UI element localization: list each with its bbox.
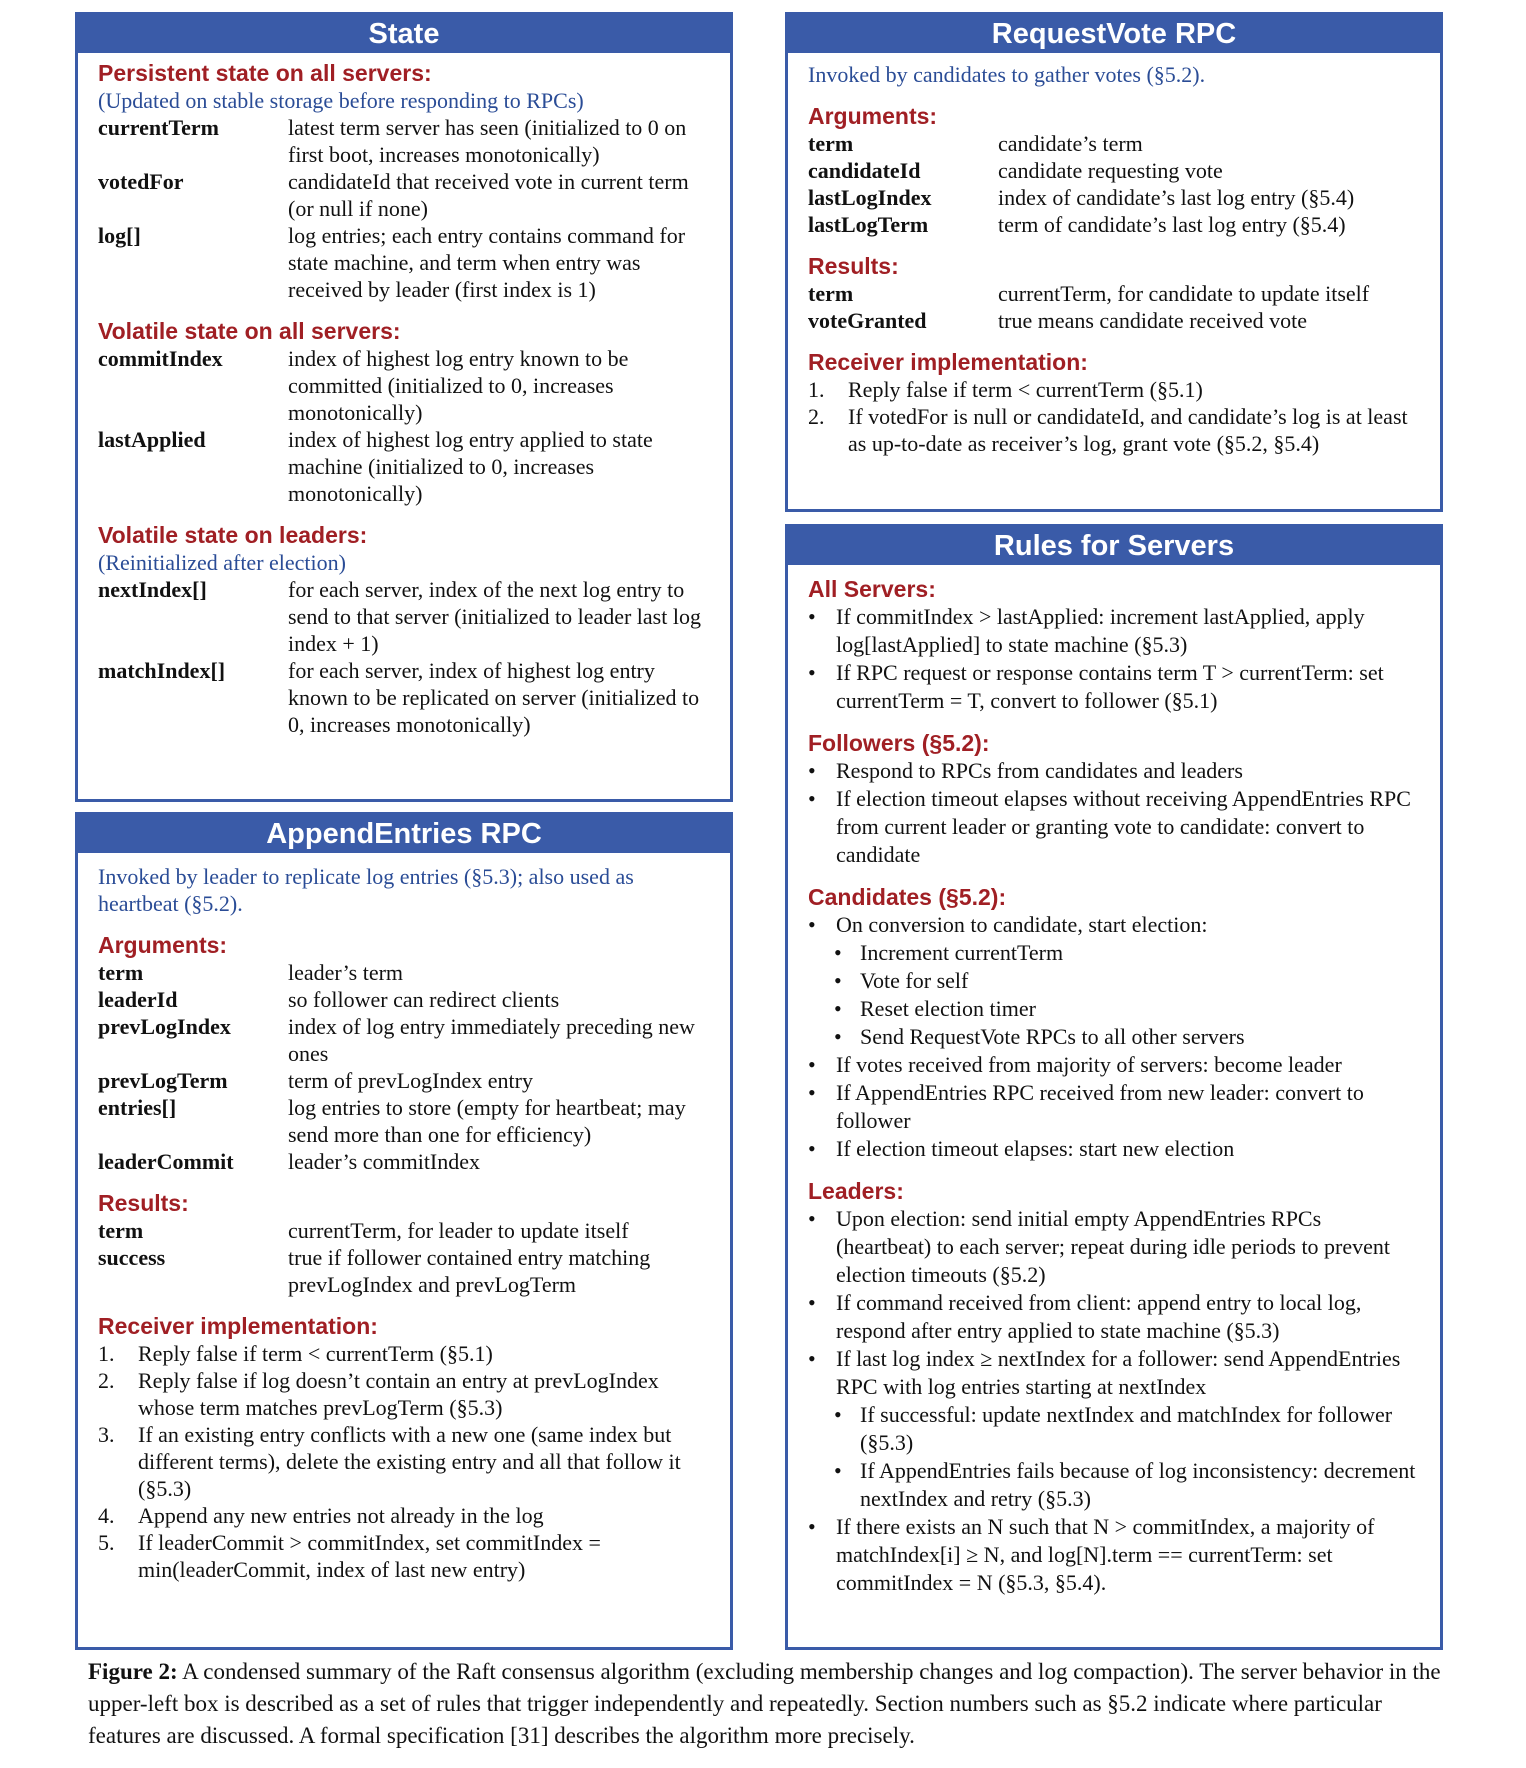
field-description: index of log entry immediately preceding new ones [288, 1014, 695, 1066]
field-row [98, 1013, 710, 1067]
bullet-item [808, 911, 1420, 939]
bullet-icon: • [808, 604, 816, 629]
field-row [808, 130, 1420, 157]
item-number: 2. [808, 404, 825, 429]
field-name: currentTerm [98, 115, 219, 140]
bullet-item [808, 1345, 1420, 1401]
bullet-text: If commitIndex > lastApplied: increment lastApplied, apply log[lastApplied] to state machine (§5.3) [836, 604, 1365, 657]
rules-title: Rules for Servers [788, 527, 1440, 565]
field-row [808, 280, 1420, 307]
item-number: 2. [98, 1368, 115, 1393]
field-name: voteGranted [808, 308, 927, 333]
persistent-list [98, 114, 710, 303]
sub-bullet-item [808, 1457, 1420, 1513]
bullet-item [808, 603, 1420, 659]
field-name: term [808, 281, 854, 306]
append-entries-box [75, 812, 733, 1650]
bullet-text: If successful: update nextIndex and matchIndex for follower (§5.3) [860, 1402, 1393, 1455]
bullet-text: If AppendEntries fails because of log inconsistency: decrement nextIndex and retry (§5.3) [860, 1458, 1416, 1511]
figure-caption-text: A condensed summary of the Raft consensus algorithm (excluding membership changes and log compaction). The server behavior in the upper-left box is described as a set of rules that trigger independently and repeatedly. Section numbers such as §5.2 indicate where particular features are discussed. A formal specification [31] describes the algorithm more precisely. [88, 1659, 1441, 1748]
field-description: leader’s term [288, 960, 404, 985]
sub-bullet-item [808, 967, 1420, 995]
volatile-leaders-list [98, 576, 710, 738]
bullet-text: Vote for self [860, 968, 969, 993]
bullet-text: If RPC request or response contains term T > currentTerm: set currentTerm = T, convert to follower (§5.1) [836, 660, 1384, 713]
field-name: commitIndex [98, 346, 223, 371]
item-text: Reply false if log doesn’t contain an entry at prevLogIndex whose term matches prevLogTerm (§5.3) [138, 1368, 659, 1420]
all-servers-heading: All Servers: [808, 576, 936, 602]
candidates-heading: Candidates (§5.2): [808, 884, 1007, 910]
bullet-text: Reset election timer [860, 996, 1036, 1021]
state-box [75, 12, 733, 802]
field-name: log[] [98, 223, 141, 248]
bullet-icon: • [834, 996, 842, 1021]
item-number: 1. [808, 377, 825, 402]
bullet-text: On conversion to candidate, start election: [836, 912, 1208, 937]
field-description: leader’s commitIndex [288, 1149, 481, 1174]
sub-bullet-item [808, 1023, 1420, 1051]
bullet-icon: • [834, 940, 842, 965]
field-description: term of prevLogIndex entry [288, 1068, 533, 1093]
request-vote-box [785, 12, 1443, 512]
item-number: 5. [98, 1530, 115, 1555]
field-row [98, 1094, 710, 1148]
field-description: term of candidate’s last log entry (§5.4) [998, 212, 1346, 237]
vote-results-list [808, 280, 1420, 334]
persistent-heading: Persistent state on all servers: [98, 60, 432, 86]
bullet-icon: • [808, 758, 816, 783]
field-row [808, 184, 1420, 211]
figure-caption [88, 1656, 1458, 1752]
field-name: success [98, 1245, 166, 1270]
followers-list [808, 757, 1420, 869]
field-description: currentTerm, for candidate to update itself [998, 281, 1370, 306]
field-name: candidateId [808, 158, 921, 183]
bullet-icon: • [834, 1458, 842, 1483]
sub-bullet-item [808, 1401, 1420, 1457]
state-title: State [78, 15, 730, 53]
append-receiver-list [98, 1340, 710, 1583]
all-servers-list [808, 603, 1420, 715]
field-description: for each server, index of the next log entry to send to that server (initialized to leader last log index + 1) [288, 577, 701, 656]
item-number: 1. [98, 1341, 115, 1366]
vote-results-heading: Results: [808, 253, 899, 279]
append-entries-title: AppendEntries RPC [78, 815, 730, 853]
volatile-all-heading: Volatile state on all servers: [98, 318, 401, 344]
bullet-icon: • [808, 786, 816, 811]
bullet-text: Respond to RPCs from candidates and leaders [836, 758, 1243, 783]
field-name: lastLogTerm [808, 212, 929, 237]
volatile-leaders-heading: Volatile state on leaders: [98, 522, 368, 548]
field-row [98, 986, 710, 1013]
bullet-icon: • [808, 1346, 816, 1371]
field-row [98, 657, 710, 738]
append-arguments-list [98, 959, 710, 1175]
numbered-item [808, 403, 1420, 457]
field-description: currentTerm, for leader to update itself [288, 1218, 629, 1243]
bullet-text: If last log index ≥ nextIndex for a follower: send AppendEntries RPC with log entries starting at nextIndex [836, 1346, 1401, 1399]
field-name: lastLogIndex [808, 185, 932, 210]
append-receiver-heading: Receiver implementation: [98, 1313, 378, 1339]
append-arguments-heading: Arguments: [98, 932, 228, 958]
field-row [808, 307, 1420, 334]
volatile-leaders-note: (Reinitialized after election) [98, 550, 346, 575]
field-name: term [98, 960, 144, 985]
field-description: index of highest log entry applied to state machine (initialized to 0, increases monotonically) [288, 427, 653, 506]
bullet-item [808, 757, 1420, 785]
bullet-item [808, 1205, 1420, 1289]
field-name: lastApplied [98, 427, 206, 452]
field-name: matchIndex[] [98, 658, 226, 683]
field-row [98, 1067, 710, 1094]
numbered-item [98, 1340, 710, 1367]
field-row [98, 222, 710, 303]
item-number: 3. [98, 1422, 115, 1447]
bullet-icon: • [834, 1402, 842, 1427]
bullet-text: If election timeout elapses without receiving AppendEntries RPC from current leader or granting vote to candidate: convert to candidate [836, 786, 1411, 867]
bullet-item [808, 659, 1420, 715]
field-description: candidate requesting vote [998, 158, 1223, 183]
field-description: log entries; each entry contains command for state machine, and term when entry was received by leader (first index is 1) [288, 223, 686, 302]
field-row [98, 1148, 710, 1175]
field-description: so follower can redirect clients [288, 987, 560, 1012]
append-results-heading: Results: [98, 1190, 189, 1216]
field-description: true means candidate received vote [998, 308, 1308, 333]
vote-arguments-list [808, 130, 1420, 238]
bullet-icon: • [834, 1024, 842, 1049]
persistent-note: (Updated on stable storage before responding to RPCs) [98, 88, 584, 113]
bullet-icon: • [808, 1290, 816, 1315]
append-entries-intro: Invoked by leader to replicate log entries (§5.3); also used as heartbeat (§5.2). [98, 864, 634, 916]
sub-bullet-item [808, 995, 1420, 1023]
volatile-all-list [98, 345, 710, 507]
field-row [808, 211, 1420, 238]
rules-box [785, 524, 1443, 1650]
field-row [98, 1244, 710, 1298]
bullet-icon: • [808, 1052, 816, 1077]
field-row [98, 426, 710, 507]
field-name: votedFor [98, 169, 184, 194]
bullet-icon: • [808, 660, 816, 685]
figure-label: Figure 2: [88, 1659, 178, 1684]
field-name: term [98, 1218, 144, 1243]
field-description: true if follower contained entry matching prevLogIndex and prevLogTerm [288, 1245, 651, 1297]
request-vote-title: RequestVote RPC [788, 15, 1440, 53]
bullet-item [808, 1135, 1420, 1163]
field-description: index of highest log entry known to be committed (initialized to 0, increases monotonically) [288, 346, 629, 425]
field-row [98, 959, 710, 986]
bullet-text: If there exists an N such that N > commitIndex, a majority of matchIndex[i] ≥ N, and log[N].term == currentTerm: set commitIndex = N (§5.3, §5.4). [836, 1514, 1375, 1595]
bullet-item [808, 1051, 1420, 1079]
sub-bullet-item [808, 939, 1420, 967]
field-name: prevLogIndex [98, 1014, 231, 1039]
item-text: Reply false if term < currentTerm (§5.1) [848, 377, 1203, 402]
request-vote-intro: Invoked by candidates to gather votes (§5.2). [808, 62, 1206, 87]
vote-arguments-heading: Arguments: [808, 103, 938, 129]
field-row [98, 345, 710, 426]
field-description: for each server, index of highest log entry known to be replicated on server (initialized to 0, increases monotonically) [288, 658, 700, 737]
bullet-icon: • [808, 1136, 816, 1161]
bullet-text: If command received from client: append entry to local log, respond after entry applied to state machine (§5.3) [836, 1290, 1362, 1343]
bullet-item [808, 1079, 1420, 1135]
bullet-text: If AppendEntries RPC received from new leader: convert to follower [836, 1080, 1364, 1133]
numbered-item [98, 1421, 710, 1502]
numbered-item [98, 1367, 710, 1421]
item-text: Reply false if term < currentTerm (§5.1) [138, 1341, 493, 1366]
field-name: entries[] [98, 1095, 177, 1120]
bullet-text: Send RequestVote RPCs to all other servers [860, 1024, 1245, 1049]
field-row [98, 168, 710, 222]
field-name: leaderId [98, 987, 178, 1012]
leaders-heading: Leaders: [808, 1178, 904, 1204]
item-text: If an existing entry conflicts with a new one (same index but different terms), delete the existing entry and all that follow it (§5.3) [138, 1422, 681, 1501]
numbered-item [98, 1502, 710, 1529]
field-description: candidate’s term [998, 131, 1143, 156]
append-results-list [98, 1217, 710, 1298]
bullet-item [808, 1513, 1420, 1597]
field-description: latest term server has seen (initialized to 0 on first boot, increases monotonically) [288, 115, 687, 167]
numbered-item [98, 1529, 710, 1583]
field-name: prevLogTerm [98, 1068, 228, 1093]
bullet-text: If election timeout elapses: start new election [836, 1136, 1235, 1161]
field-name: nextIndex[] [98, 577, 207, 602]
vote-receiver-list [808, 376, 1420, 457]
vote-receiver-heading: Receiver implementation: [808, 349, 1088, 375]
field-description: candidateId that received vote in current term (or null if none) [288, 169, 689, 221]
field-description: index of candidate’s last log entry (§5.4) [998, 185, 1355, 210]
field-row [98, 114, 710, 168]
item-text: If votedFor is null or candidateId, and candidate’s log is at least as up-to-date as receiver’s log, grant vote (§5.2, §5.4) [848, 404, 1408, 456]
bullet-icon: • [808, 1514, 816, 1539]
bullet-icon: • [834, 968, 842, 993]
numbered-item [808, 376, 1420, 403]
bullet-icon: • [808, 1206, 816, 1231]
field-row [98, 1217, 710, 1244]
field-name: leaderCommit [98, 1149, 234, 1174]
item-text: Append any new entries not already in the log [138, 1503, 544, 1528]
field-name: term [808, 131, 854, 156]
bullet-text: Upon election: send initial empty AppendEntries RPCs (heartbeat) to each server; repeat during idle periods to prevent election timeouts (§5.2) [836, 1206, 1391, 1287]
bullet-text: Increment currentTerm [860, 940, 1064, 965]
leaders-list [808, 1205, 1420, 1597]
field-row [808, 157, 1420, 184]
bullet-text: If votes received from majority of servers: become leader [836, 1052, 1342, 1077]
field-description: log entries to store (empty for heartbeat; may send more than one for efficiency) [288, 1095, 686, 1147]
item-number: 4. [98, 1503, 115, 1528]
followers-heading: Followers (§5.2): [808, 730, 990, 756]
bullet-item [808, 785, 1420, 869]
candidates-list [808, 911, 1420, 1163]
field-row [98, 576, 710, 657]
bullet-icon: • [808, 912, 816, 937]
bullet-icon: • [808, 1080, 816, 1105]
item-text: If leaderCommit > commitIndex, set commitIndex = min(leaderCommit, index of last new entry) [138, 1530, 601, 1582]
bullet-item [808, 1289, 1420, 1345]
